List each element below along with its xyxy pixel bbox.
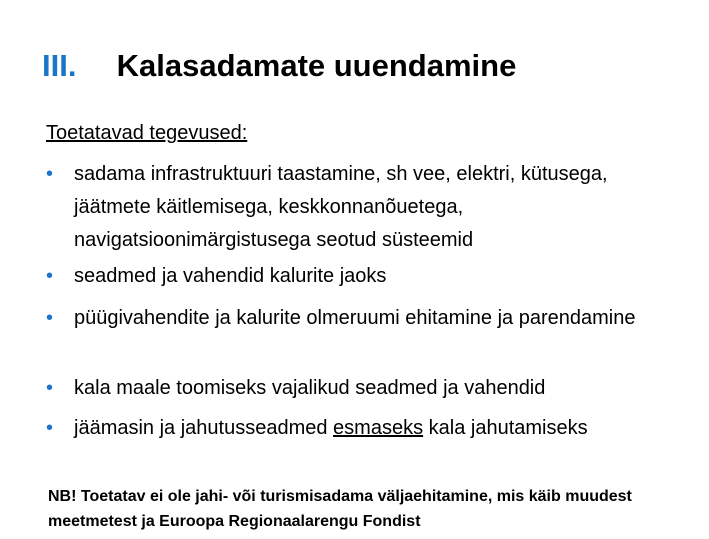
bullet-item xyxy=(46,158,686,257)
title-text: Kalasadamate uuendamine xyxy=(116,48,517,83)
bullet-item xyxy=(46,412,686,445)
title-number: III. xyxy=(42,48,77,83)
subheading: Toetatavad tegevused: xyxy=(46,122,248,144)
bullet-icon: • xyxy=(46,417,54,439)
bullet-text xyxy=(74,412,686,445)
bullet-icon: • xyxy=(46,377,54,399)
underlined-word: esmaseks xyxy=(333,417,424,439)
bullet-text: sadama infrastruktuuri taastamine, sh vee, elektri, kütusega, jäätmete käitlemisega, keskkonnanõuetega, navigatsioonimärgistusega seotud süsteemid xyxy=(74,163,608,251)
bullet-item xyxy=(46,302,686,335)
note-text: NB! Toetatav ei ole jahi- või turismisadama väljaehitamine, mis käib muudest meetmetest ja Euroopa Regionaalarengu Fondist xyxy=(48,488,632,530)
bullet-item xyxy=(46,372,686,405)
bullet-text: kala maale toomiseks vajalikud seadmed ja vahendid xyxy=(74,377,546,399)
bullet-text-part: kala jahutamiseks xyxy=(423,417,588,439)
bullet-icon: • xyxy=(46,265,54,287)
bullet-item xyxy=(46,260,686,293)
bullet-text-part: jäämasin ja jahutusseadmed xyxy=(74,417,334,439)
bullet-icon: • xyxy=(46,163,54,185)
bullet-icon: • xyxy=(46,307,54,329)
bullet-text: seadmed ja vahendid kalurite jaoks xyxy=(74,265,387,287)
bullet-text: püügivahendite ja kalurite olmeruumi ehitamine ja parendamine xyxy=(74,307,636,329)
slide-title xyxy=(42,46,516,86)
